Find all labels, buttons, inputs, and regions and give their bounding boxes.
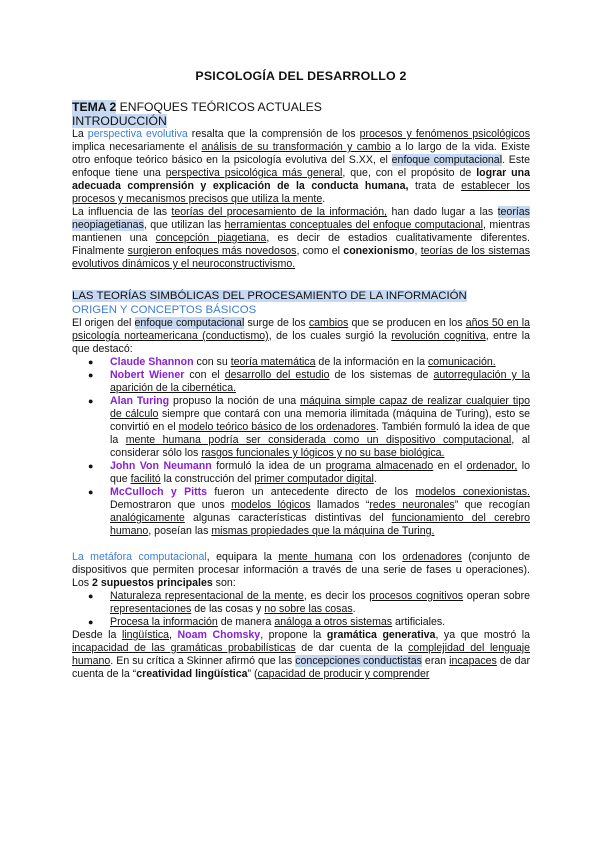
list-item: ● Nobert Wiener con el desarrollo del estudio de los sistemas de autorregulación y la aparición de la cibernética. xyxy=(110,369,530,395)
tema-label: TEMA 2 xyxy=(72,100,117,114)
pioneers-list xyxy=(72,356,530,538)
tema-heading xyxy=(72,100,530,114)
list-item: ● Naturaleza representacional de la mente, es decir los procesos cognitivos operan sobre representaciones de las cosas y no sobre las cosas. xyxy=(110,590,530,616)
section-heading-symbolic-theories: LAS TEORÍAS SIMBÓLICAS DEL PROCESAMIENTO DE LA INFORMACIÓN xyxy=(72,290,467,302)
assumptions-list xyxy=(72,590,530,629)
subsection-heading-origin: ORIGEN Y CONCEPTOS BÁSICOS xyxy=(72,304,257,316)
tema-text: ENFOQUES TEÓRICOS ACTUALES xyxy=(116,100,322,114)
intro-paragraph-2: La influencia de las teorías del procesamiento de la información, han dado lugar a las teorías neopiagetianas, que utilizan las herramientas conceptuales del enfoque computacional, mientras mantienen una concepción piagetiana, es decir de estadios cualitativamente diferentes. Finalmente surgieron enfoques más novedosos, como el conexionismo, teorías de los sistemas evolutivos dinámicos y el neuroconstructivismo. xyxy=(72,206,530,270)
list-item: ● Procesa la información de manera análoga a otros sistemas artificiales. xyxy=(110,616,530,629)
chomsky-paragraph: Desde la lingüística, Noam Chomsky, propone la gramática generativa, ya que mostró la incapacidad de las gramáticas probabilísticas de dar cuenta de la complejidad del lenguaje humano. En su crítica a Skinner afirmó que las concepciones conductistas eran incapaces de dar cuenta de la “creatividad lingüística” (capacidad de producir y comprender xyxy=(72,629,531,680)
list-item: ● McCulloch y Pitts fueron un antecedente directo de los modelos conexionistas. Demostraron que unos modelos lógicos llamados “redes neuronales” que recogían analógicamente algunas características distintivas del funcionamiento del cerebro humano, poseían las mismas propiedades que la máquina de Turing. xyxy=(110,486,530,538)
intro-paragraph-1: La perspectiva evolutiva resalta que la comprensión de los procesos y fenómenos psicológicos implica necesariamente el análisis de su transformación y cambio a lo largo de la vida. Existe otro enfoque teórico básico en la psicología evolutiva del S.XX, el enfoque computacional. Este enfoque tiene una perspectiva psicológica más general, que, con el propósito de lograr una adecuada comprensión y explicación de la conducta humana, trata de establecer los procesos y mecanismos precisos que utiliza la mente. xyxy=(72,128,531,205)
list-item: ● Alan Turing propuso la noción de una máquina simple capaz de realizar cualquier tipo de cálculo siempre que contará con una memoria ilimitada (máquina de Turing), esto se convirtió en el modelo teórico básico de los ordenadores. También formuló la idea de que la mente humana podría ser considerada como un dispositivo computacional, al considerar sólo los rasgos funcionales y lógicos y no su base biológica. xyxy=(110,395,530,460)
spacer xyxy=(72,538,530,551)
document-title: PSICOLOGÍA DEL DESARROLLO 2 xyxy=(195,69,407,83)
list-item: ● Claude Shannon con su teoría matemática de la información en la comunicación. xyxy=(110,356,530,369)
list-item: ● John Von Neumann formuló la idea de un programa almacenado en el ordenador, lo que facilitó la construcción del primer computador digital. xyxy=(110,460,530,486)
intro-heading: INTRODUCCIÓN xyxy=(72,114,167,128)
metaphor-paragraph: La metáfora computacional, equipara la mente humana con los ordenadores (conjunto de dispositivos que permiten procesar información a través de una serie de fases u operaciones). Los 2 supuestos principales son: xyxy=(72,551,531,589)
origin-paragraph: El origen del enfoque computacional surge de los cambios que se producen en los años 50 en la psicología norteamericana (conductismo), de los cuales surgió la revolución cognitiva, entre la que destacó: xyxy=(72,317,530,355)
